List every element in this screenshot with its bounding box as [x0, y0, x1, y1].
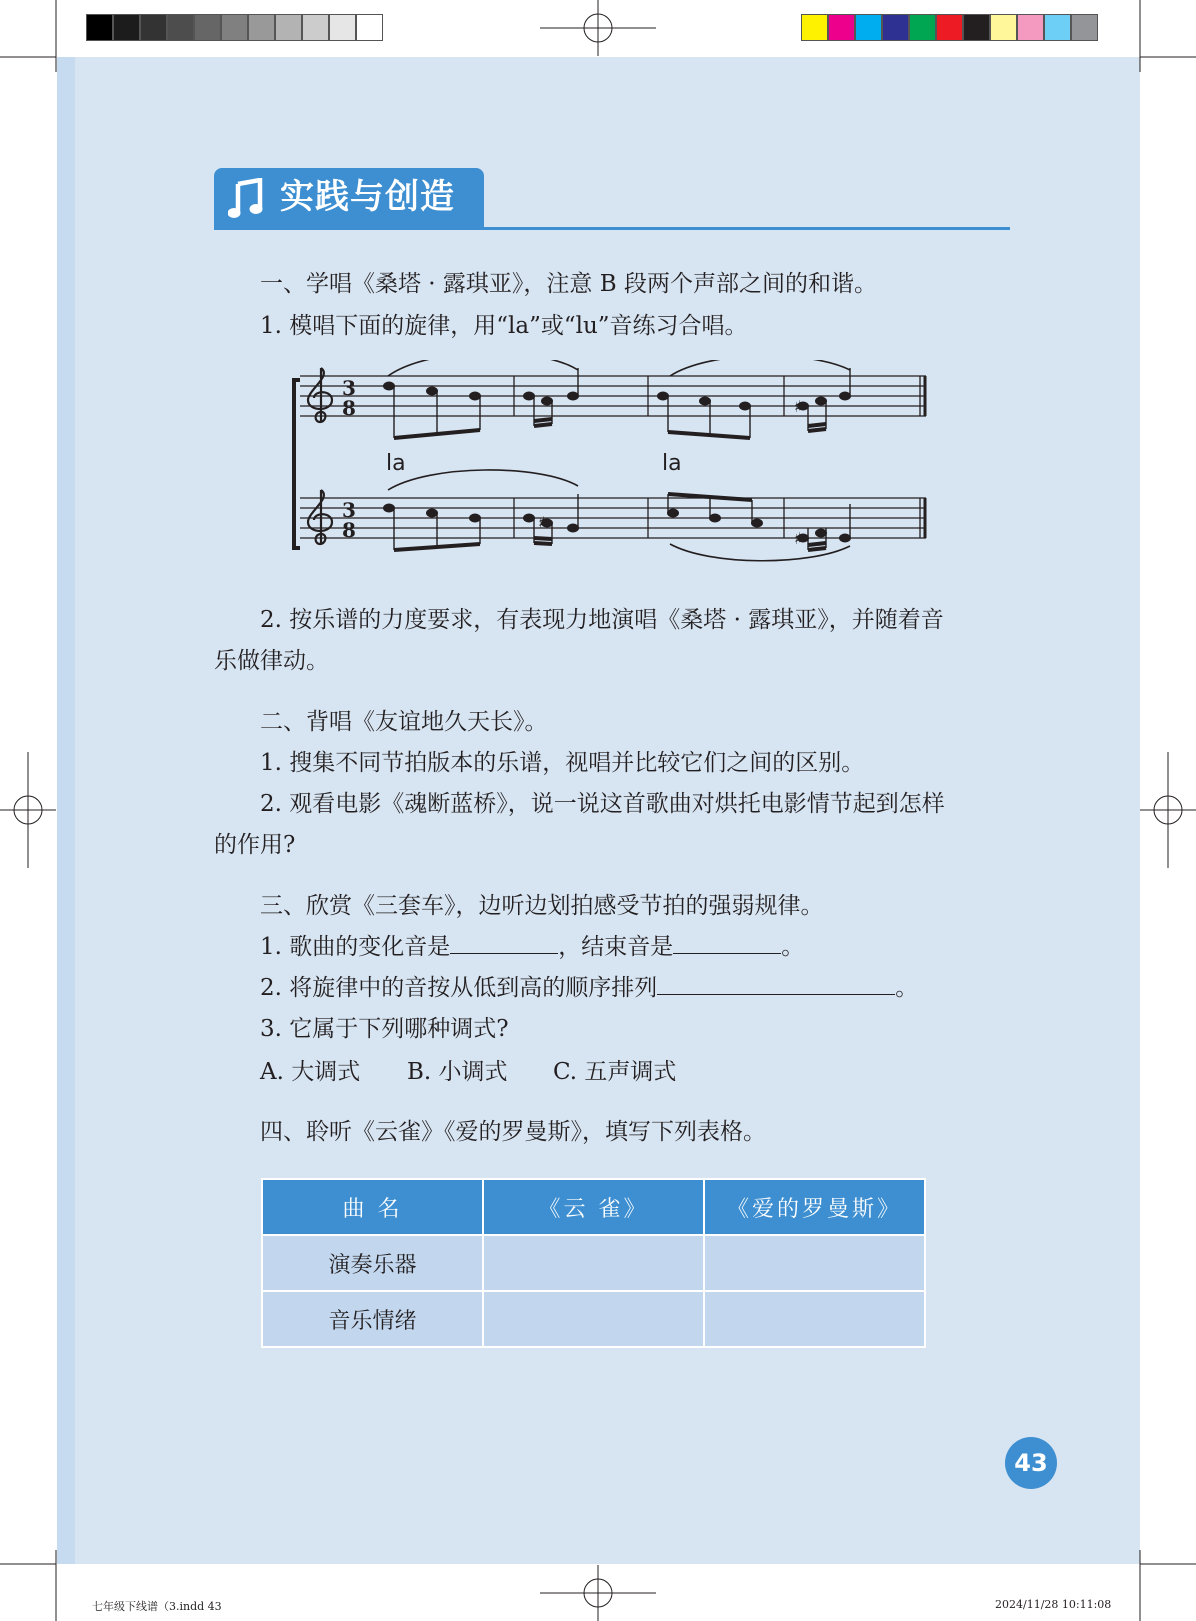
color-swatch [86, 14, 113, 41]
color-swatch [140, 14, 167, 41]
music-note-icon [228, 178, 264, 220]
table-row-label: 演奏乐器 [262, 1235, 483, 1291]
table-row [262, 1235, 925, 1291]
section3-heading: 三、欣赏《三套车》，边听边划拍感受节拍的强弱规律。 [260, 893, 824, 919]
section-header-rule [214, 227, 1010, 230]
table-header-row [262, 1179, 925, 1235]
table-header-cell: 《爱的罗曼斯》 [704, 1179, 925, 1235]
time-signature-bottom: 8 [342, 396, 356, 420]
option-a[interactable]: A. 大调式 [260, 1059, 361, 1085]
color-swatch [275, 14, 302, 41]
time-signature-bottom: 8 [342, 518, 356, 542]
section-title: 实践与创造 [280, 177, 455, 217]
lyric-la: la [386, 451, 406, 476]
table-answer-cell[interactable] [704, 1291, 925, 1347]
music-score [290, 360, 930, 570]
color-swatch [936, 14, 963, 41]
section2-item1: 1. 搜集不同节拍版本的乐谱，视唱并比较它们之间的区别。 [260, 750, 865, 776]
option-c[interactable]: C. 五声调式 [553, 1059, 677, 1085]
color-swatch [855, 14, 882, 41]
lyric-la: la [662, 451, 682, 476]
color-swatch [909, 14, 936, 41]
color-swatch [801, 14, 828, 41]
color-swatch [194, 14, 221, 41]
listening-table [261, 1178, 926, 1348]
page-number: 43 [1005, 1437, 1057, 1489]
item1-mid: ，结束音是 [558, 934, 674, 960]
color-swatch [113, 14, 140, 41]
item1-end: 。 [781, 934, 805, 960]
color-swatch [221, 14, 248, 41]
answer-blank-note-order[interactable] [657, 972, 895, 995]
section1-item1: 1. 模唱下面的旋律，用“la”或“lu”音练习合唱。 [260, 313, 748, 339]
color-swatch [302, 14, 329, 41]
color-swatch [990, 14, 1017, 41]
section1-item2-line1: 2. 按乐谱的力度要求，有表现力地演唱《桑塔 · 露琪亚》，并随着音 [260, 607, 944, 633]
color-swatch [1071, 14, 1098, 41]
table-answer-cell[interactable] [483, 1291, 704, 1347]
item2-prefix: 2. 将旋律中的音按从低到高的顺序排列 [260, 975, 658, 1001]
section1-heading: 一、学唱《桑塔 · 露琪亚》，注意 B 段两个声部之间的和谐。 [260, 271, 877, 297]
section1-item2-line2: 乐做律动。 [214, 648, 329, 674]
color-swatch [329, 14, 356, 41]
color-swatch [882, 14, 909, 41]
slug-filename: 七年级下线谱（3.indd 43 [92, 1600, 222, 1613]
color-swatch [248, 14, 275, 41]
color-swatch [828, 14, 855, 41]
process-color-bar [801, 14, 1098, 41]
color-swatch [1017, 14, 1044, 41]
item1-prefix: 1. 歌曲的变化音是 [260, 934, 451, 960]
time-signature-top: 3 [342, 376, 356, 400]
color-swatch [356, 14, 383, 41]
svg-text:♯: ♯ [794, 397, 802, 416]
section3-item1 [260, 931, 804, 963]
table-answer-cell[interactable] [704, 1235, 925, 1291]
item2-end: 。 [895, 975, 919, 1001]
table-header-cell: 曲 名 [262, 1179, 483, 1235]
answer-blank-final-note[interactable] [673, 931, 781, 954]
table-header-cell: 《云 雀》 [483, 1179, 704, 1235]
color-swatch [1044, 14, 1071, 41]
section4-heading: 四、聆听《云雀》《爱的罗曼斯》，填写下列表格。 [260, 1119, 766, 1145]
table-row [262, 1291, 925, 1347]
time-signature-top: 3 [342, 498, 356, 522]
section2-heading: 二、背唱《友谊地久天长》。 [260, 709, 548, 735]
color-swatch [963, 14, 990, 41]
section2-item2-line1: 2. 观看电影《魂断蓝桥》，说一说这首歌曲对烘托电影情节起到怎样 [260, 791, 945, 817]
section2-item2-line2: 的作用? [214, 832, 296, 858]
section3-item2 [260, 972, 918, 1004]
color-swatch [167, 14, 194, 41]
section3-item3: 3. 它属于下列哪种调式? [260, 1016, 509, 1042]
slug-timestamp: 2024/11/28 10:11:08 [995, 1598, 1112, 1611]
table-row-label: 音乐情绪 [262, 1291, 483, 1347]
answer-blank-altered-note[interactable] [450, 931, 558, 954]
gray-color-bar [86, 14, 383, 41]
option-b[interactable]: B. 小调式 [407, 1059, 508, 1085]
svg-text:♯: ♯ [794, 529, 802, 548]
table-answer-cell[interactable] [483, 1235, 704, 1291]
svg-text:♯: ♯ [538, 513, 546, 532]
